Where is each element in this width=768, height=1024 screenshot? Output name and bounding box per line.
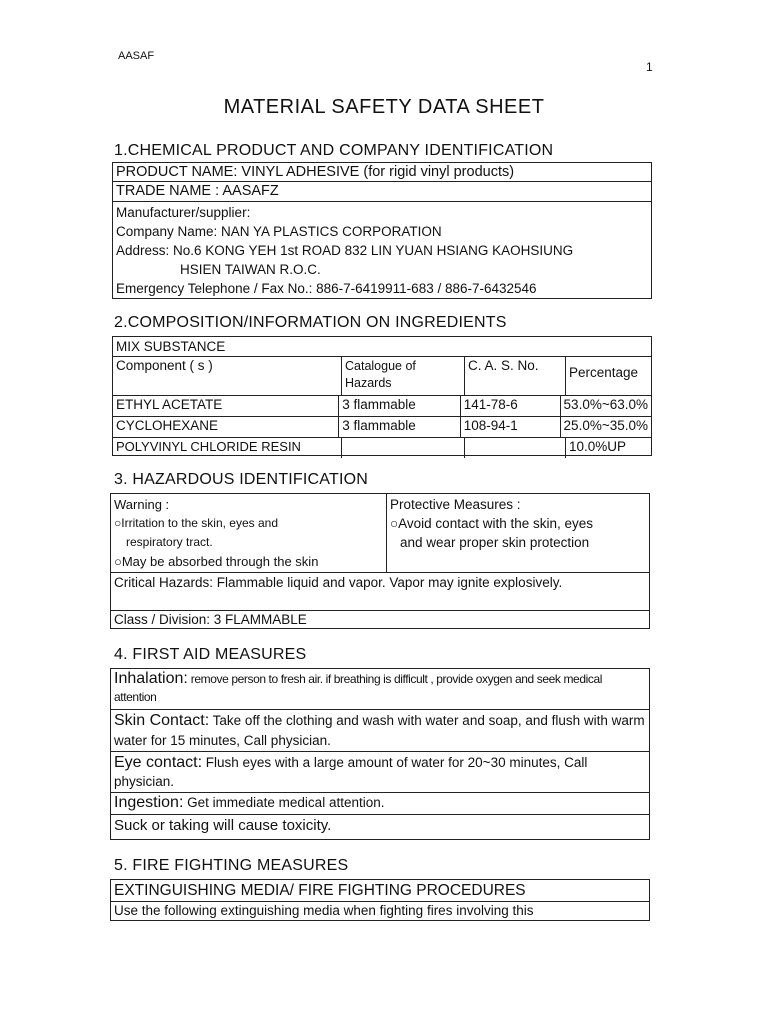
document-title: MATERIAL SAFETY DATA SHEET [223, 96, 545, 118]
composition-header-row [113, 357, 651, 396]
warning-protective-row [111, 494, 649, 573]
warning-item-2: ○May be absorbed through the skin [114, 554, 319, 569]
section3-box [110, 493, 650, 629]
section1-heading: 1.CHEMICAL PRODUCT AND COMPANY IDENTIFICATION [114, 142, 554, 159]
company-name: Company Name: NAN YA PLASTICS CORPORATION [116, 224, 442, 239]
manufacturer-block [113, 202, 651, 298]
protective-label: Protective Measures : [390, 497, 521, 512]
cell-component: ETHYL ACETATE [113, 396, 339, 416]
ingestion-row [111, 793, 649, 815]
eye-contact-text: Flush eyes with a large amount of water for 20~30 minutes, Call physician. [114, 755, 588, 789]
protective-item-1-cont: and wear proper skin protection [400, 535, 590, 550]
cell-component: CYCLOHEXANE [113, 417, 339, 437]
cell-hazard: 3 flammable [339, 417, 461, 437]
col-percentage: Percentage [569, 365, 639, 380]
section2-heading: 2.COMPOSITION/INFORMATION ON INGREDIENTS [114, 314, 507, 331]
cell-percentage: 25.0%~35.0% [563, 418, 648, 433]
suck-warning: Suck or taking will cause toxicity. [114, 817, 332, 834]
protective-item-1: ○Avoid contact with the skin, eyes [390, 516, 594, 531]
warning-item-1: ○Irritation to the skin, eyes and [114, 516, 278, 530]
cell-component: POLYVINYL CHLORIDE RESIN [113, 438, 342, 458]
ingestion-label: Ingestion: [114, 794, 184, 811]
emergency-phone: Emergency Telephone / Fax No.: 886-7-6419911-683 / 886-7-6432546 [116, 281, 537, 296]
cell-cas: 108-94-1 [461, 417, 561, 437]
section5-box [110, 879, 650, 921]
warning-item-1-cont: respiratory tract. [126, 535, 213, 549]
section4-box [110, 668, 650, 840]
extinguishing-text: Use the following extinguishing media when fighting fires involving this [114, 903, 534, 918]
cell-percentage: 53.0%~63.0% [563, 397, 648, 412]
eye-contact-row [111, 752, 649, 793]
section1-box [112, 162, 652, 299]
cell-hazard [342, 438, 465, 458]
inhalation-row [111, 669, 649, 710]
class-division: Class / Division: 3 FLAMMABLE [114, 612, 307, 627]
table-row [113, 417, 651, 438]
cell-percentage: 10.0%UP [569, 439, 627, 454]
col-catalogue: Catalogue of Hazards [342, 357, 465, 395]
manufacturer-label: Manufacturer/supplier: [116, 205, 251, 220]
critical-hazards: Critical Hazards: Flammable liquid and vapor. Vapor may ignite explosively. [111, 573, 649, 611]
trade-name: TRADE NAME : AASAFZ [113, 182, 651, 202]
section3-heading: 3. HAZARDOUS IDENTIFICATION [114, 471, 369, 488]
product-name: PRODUCT NAME: VINYL ADHESIVE (for rigid vinyl products) [113, 163, 651, 182]
cell-cas [465, 438, 566, 458]
col-component: Component ( s ) [113, 357, 342, 395]
protective-cell [387, 494, 649, 572]
table-row [113, 396, 651, 417]
table-row [113, 438, 651, 458]
document-code: AASAF [118, 50, 155, 62]
cell-hazard: 3 flammable [339, 396, 461, 416]
skin-contact-label: Skin Contact: [114, 712, 210, 729]
inhalation-text: remove person to fresh air. if breathing is difficult , provide oxygen and seek medical attention [114, 672, 602, 704]
skin-contact-text: Take off the clothing and wash with water and soap, and flush with warm water for 15 minutes, Call physician. [114, 713, 645, 748]
address-line-1: Address: No.6 KONG YEH 1st ROAD 832 LIN YUAN HSIANG KAOHSIUNG [116, 243, 574, 258]
warning-label: Warning : [114, 497, 170, 512]
ingestion-text: Get immediate medical attention. [183, 795, 385, 810]
address-line-2: HSIEN TAIWAN R.O.C. [180, 262, 321, 277]
inhalation-label: Inhalation: [114, 670, 188, 687]
eye-contact-label: Eye contact: [114, 754, 203, 771]
section4-heading: 4. FIRST AID MEASURES [114, 646, 307, 663]
section5-heading: 5. FIRE FIGHTING MEASURES [114, 857, 349, 874]
section2-box [112, 336, 652, 456]
warning-cell [111, 494, 387, 572]
cell-cas: 141-78-6 [461, 396, 561, 416]
page-number: 1 [646, 60, 653, 74]
extinguishing-heading: EXTINGUISHING MEDIA/ FIRE FIGHTING PROCEDURES [111, 880, 649, 902]
mix-substance: MIX SUBSTANCE [113, 337, 651, 357]
skin-contact-row [111, 710, 649, 752]
col-cas: C. A. S. No. [465, 357, 566, 395]
